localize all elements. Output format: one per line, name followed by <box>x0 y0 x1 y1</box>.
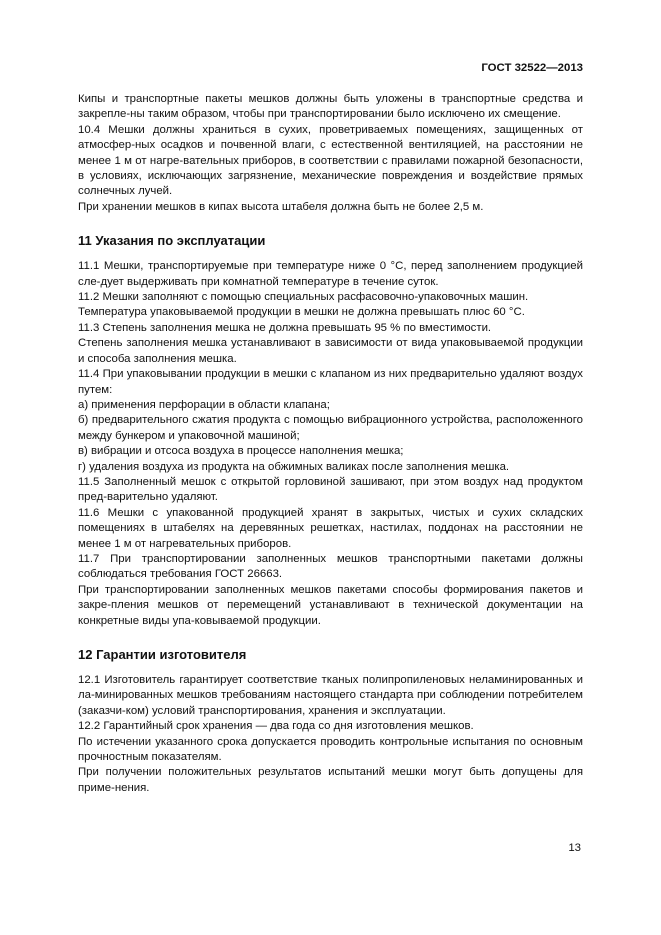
section-12-paragraph: 12.1 Изготовитель гарантирует соответствие тканых полипропиленовых неламинированных и ла-минированных мешков требованиям настоящего стандарта при соблюдении потребителем (заказчи-ком) условий транспортирования, хранения и эксплуатации. <box>78 674 583 717</box>
section-11-paragraph: 11.6 Мешки с упакованной продукцией хранят в закрытых, чистых и сухих складских помещениях в штабелях на деревянных решетках, настилах, поддонах на расстоянии не менее 1 м от нагревательных приборов. <box>78 506 583 550</box>
section-12-paragraph: При получении положительных результатов испытаний мешки могут быть допущены для приме-нения. <box>78 766 583 794</box>
section-12-paragraph: По истечении указанного срока допускается проводить контрольные испытания по основным прочностным показателям. <box>78 735 583 764</box>
section-11-paragraph: Степень заполнения мешка устанавливают в зависимости от вида упаковываемой продукции и способа заполнения мешка. <box>78 337 583 365</box>
standard-header: ГОСТ 32522—2013 <box>481 62 583 74</box>
section-11-paragraph: Температура упаковываемой продукции в мешки не должна превышать плюс 60 °С. <box>78 306 525 319</box>
list-item: а) применения перфорации в области клапана; <box>78 398 330 411</box>
list-item: в) вибрации и отсоса воздуха в процессе наполнения мешка; <box>78 445 404 458</box>
document-body <box>78 92 583 796</box>
intro-paragraph: 10.4 Мешки должны храниться в сухих, проветриваемых помещениях, защищенных от атмосфер-ных осадков и почвенной влаги, с естественной вентиляцией, на расстоянии не менее 1 м от нагре-вательных приборов, в соответствии с правилами пожарной безопасности, в условиях, исключающих загрязнение, механические повреждения и воздействие прямых солнечных лучей. <box>78 123 583 198</box>
list-item: б) предварительного сжатия продукта с помощью вибрационного устройства, расположенного между бункером и упаковочной машиной; <box>78 414 583 442</box>
section-11-paragraph: 11.2 Мешки заполняют с помощью специальных расфасовочно-упаковочных машин. <box>78 291 529 304</box>
section-11-title: 11 Указания по эксплуатации <box>78 233 266 249</box>
page-number: 13 <box>568 842 581 854</box>
section-12-paragraph: 12.2 Гарантийный срок хранения — два года со дня изготовления мешков. <box>78 720 474 733</box>
intro-paragraph: При хранении мешков в кипах высота штабеля должна быть не более 2,5 м. <box>78 200 484 213</box>
section-11-paragraph: 11.7 При транспортировании заполненных мешков транспортными пакетами должны соблюдаться требования ГОСТ 26663. <box>78 552 583 581</box>
section-11-paragraph: 11.4 При упаковывании продукции в мешки с клапаном из них предварительно удаляют воздух путем: <box>78 368 583 396</box>
section-11-paragraph: 11.1 Мешки, транспортируемые при температуре ниже 0 °С, перед заполнением продукцией сле-дует выдерживать при комнатной температуре в течение суток. <box>78 260 583 288</box>
section-12-title: 12 Гарантии изготовителя <box>78 647 247 662</box>
section-11-paragraph: 11.3 Степень заполнения мешка не должна превышать 95 % по вместимости. <box>78 321 492 334</box>
intro-paragraph: Кипы и транспортные пакеты мешков должны быть уложены в транспортные средства и закрепле-ны таким образом, чтобы при транспортировании было исключено их смещение. <box>78 93 583 121</box>
section-11-paragraph: 11.5 Заполненный мешок с открытой горловиной зашивают, при этом воздух над продуктом пред-варительно удаляют. <box>78 475 583 504</box>
section-11-paragraph: При транспортировании заполненных мешков пакетами способы формирования пакетов и закре-пления мешков от перемещений устанавливают в технической документации на конкретные виды упа-ковываемой продукции. <box>78 583 583 627</box>
list-item: г) удаления воздуха из продукта на обжимных валиках после заполнения мешка. <box>78 460 510 473</box>
